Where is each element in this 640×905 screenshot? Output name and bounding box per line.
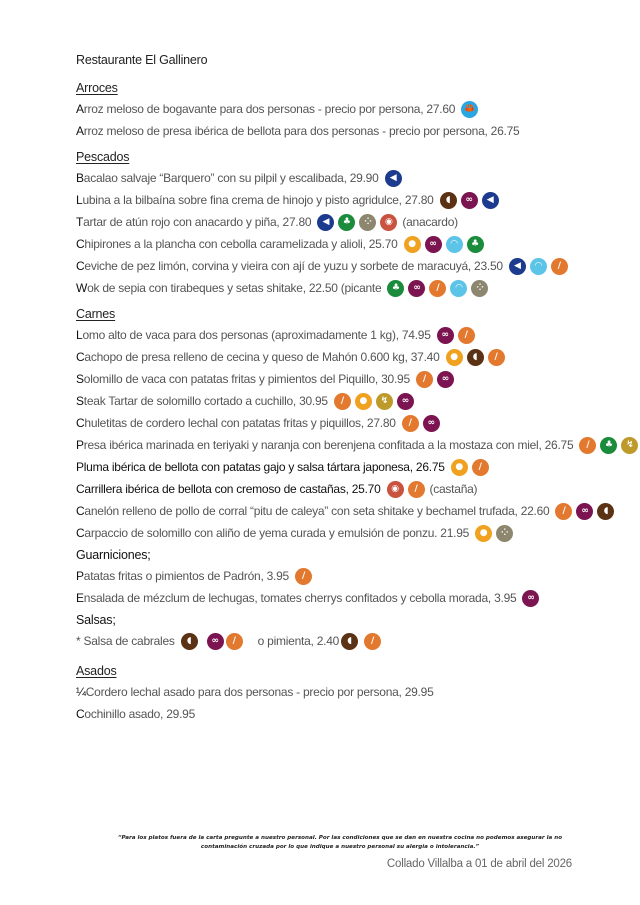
- arroces-list: [76, 101, 636, 139]
- mollusc-icon: ◠: [530, 258, 547, 275]
- mustard-icon: ♣: [338, 214, 355, 231]
- item-text: rroz meloso de presa ibérica de bellota para dos personas - precio por persona, 26.75: [83, 124, 520, 138]
- fish-icon: ◀: [385, 170, 402, 187]
- egg-icon: ●: [404, 236, 421, 253]
- item-text: ubina a la bilbaína sobre fina crema de hinojo y pisto agridulce, 27.80: [82, 193, 434, 207]
- allergen-icons: [177, 633, 243, 650]
- menu-item: [76, 258, 636, 274]
- egg-icon: ●: [355, 393, 372, 410]
- allergen-icons: [330, 393, 414, 410]
- item-initial: C: [76, 237, 85, 251]
- guarniciones-list: [76, 568, 636, 606]
- gluten-icon: ∕: [226, 633, 243, 650]
- allergen-icons: [412, 371, 454, 388]
- item-initial: P: [76, 438, 84, 452]
- allergen-icons: [518, 590, 539, 607]
- item-initial: L: [76, 193, 83, 207]
- item-text: olomillo de vaca con patatas fritas y pimientos del Piquillo, 30.95: [83, 372, 410, 386]
- item-initial: C: [76, 707, 85, 721]
- gluten-icon: ∕: [416, 371, 433, 388]
- date-line: Collado Villalba a 01 de abril del 2026: [386, 858, 572, 870]
- mollusc-icon: ◠: [446, 236, 463, 253]
- allergen-note: (anacardo): [402, 215, 458, 229]
- allergen-icons: [291, 568, 312, 585]
- section-heading-carnes: Carnes: [76, 307, 116, 321]
- subheading-guarniciones: Guarniciones;: [76, 548, 151, 562]
- nuts-icon: ◉: [380, 214, 397, 231]
- sulphite-icon: ∞: [576, 503, 593, 520]
- crustacean-icon: 🦀: [461, 101, 478, 118]
- item-initial: C: [76, 526, 85, 540]
- sulphite-icon: ∞: [397, 393, 414, 410]
- sulphite-icon: ∞: [425, 236, 442, 253]
- item-initial: P: [76, 460, 84, 474]
- mustard-icon: ♣: [387, 280, 404, 297]
- sulphite-icon: ∞: [437, 371, 454, 388]
- section-heading-arroces: Arroces: [76, 81, 118, 95]
- item-text: omo alto de vaca para dos personas (aproximadamente 1 kg), 74.95: [82, 328, 431, 342]
- item-initial: B: [76, 171, 84, 185]
- egg-icon: ●: [475, 525, 492, 542]
- item-text: hipirones a la plancha con cebolla caramelizada y alioli, 25.70: [84, 237, 398, 251]
- item-text: artar de atún rojo con anacardo y piña, 27.80: [83, 215, 312, 229]
- item-text: arpaccio de solomillo con aliño de yema curada y emulsión de ponzu. 21.95: [84, 526, 470, 540]
- subheading-salsas: Salsas;: [76, 613, 116, 627]
- gluten-icon: ∕: [402, 415, 419, 432]
- sesame-icon: ⁘: [359, 214, 376, 231]
- mustard-icon: ♣: [600, 437, 617, 454]
- allergen-icons: [383, 481, 425, 498]
- item-text: Cordero lechal asado para dos personas - precio por persona, 29.95: [85, 685, 434, 699]
- menu-item: [76, 684, 636, 700]
- fish-icon: ◀: [509, 258, 526, 275]
- item-initial: W: [76, 281, 88, 295]
- celery-icon: ↯: [376, 393, 393, 410]
- egg-icon: ●: [451, 459, 468, 476]
- menu-item: [76, 280, 636, 296]
- item-text: huletitas de cordero lechal con patatas fritas y piquillos, 27.80: [84, 416, 396, 430]
- menu-item: [76, 481, 636, 497]
- menu-item: [76, 525, 636, 541]
- item-text: acalao salvaje “Barquero” con su pilpil y escalibada, 29.90: [83, 171, 379, 185]
- item-initial: T: [76, 215, 84, 229]
- sulphite-icon: ∞: [437, 327, 454, 344]
- item-text: teak Tartar de solomillo cortado a cuchillo, 30.95: [83, 394, 328, 408]
- pescados-list: [76, 170, 636, 296]
- menu-item: [76, 393, 636, 409]
- item-initial: C: [76, 259, 85, 273]
- item-initial: E: [76, 591, 84, 605]
- allergen-icons: [341, 633, 381, 650]
- item-initial: C: [76, 482, 85, 496]
- allergen-icons: [400, 236, 484, 253]
- section-heading-asados: Asados: [76, 664, 117, 678]
- dairy-icon: ◖: [181, 633, 198, 650]
- item-text: ochinillo asado, 29.95: [84, 707, 196, 721]
- allergen-icons: [383, 280, 488, 297]
- menu-item: [76, 437, 636, 453]
- salsa-cabrales-text: * Salsa de cabrales: [76, 634, 175, 648]
- item-text: ok de sepia con tirabeques y setas shitake, 22.50 (picante: [87, 281, 382, 295]
- allergen-icons: [398, 415, 440, 432]
- item-initial: L: [76, 328, 83, 342]
- menu-item: [76, 459, 636, 475]
- menu-item: [76, 415, 636, 431]
- dairy-icon: ◖: [440, 192, 457, 209]
- salsa-item: [76, 633, 636, 649]
- menu-item: [76, 236, 636, 252]
- sulphite-icon: ∞: [408, 280, 425, 297]
- item-text: arrillera ibérica de bellota con cremoso de castañas, 25.70: [84, 482, 381, 496]
- sulphite-icon: ∞: [522, 590, 539, 607]
- item-initial: S: [76, 372, 84, 386]
- gluten-icon: ∕: [408, 481, 425, 498]
- allergen-icons: [471, 525, 513, 542]
- gluten-icon: ∕: [555, 503, 572, 520]
- item-text: achopo de presa relleno de cecina y queso de Mahón 0.600 kg, 37.40: [84, 350, 440, 364]
- section-heading-pescados: Pescados: [76, 150, 130, 164]
- sulphite-icon: ∞: [461, 192, 478, 209]
- menu-item: [76, 170, 636, 186]
- item-initial: C: [76, 416, 85, 430]
- fish-icon: ◀: [317, 214, 334, 231]
- menu-item: [76, 327, 636, 343]
- gluten-icon: ∕: [551, 258, 568, 275]
- allergen-icons: [313, 214, 397, 231]
- mollusc-icon: ◠: [450, 280, 467, 297]
- menu-item: [76, 568, 636, 584]
- allergen-icons: [442, 349, 505, 366]
- egg-icon: ●: [446, 349, 463, 366]
- allergen-icons: [381, 170, 402, 187]
- item-text: resa ibérica marinada en teriyaki y naranja con berenjena confitada a la mostaza con miel, 26.75: [83, 438, 574, 452]
- gluten-icon: ∕: [364, 633, 381, 650]
- allergen-note: (castaña): [429, 482, 478, 496]
- allergen-icons: [551, 503, 614, 520]
- gluten-icon: ∕: [579, 437, 596, 454]
- dairy-icon: ◖: [597, 503, 614, 520]
- item-text: nsalada de mézclum de lechugas, tomates cherrys confitados y cebolla morada, 3.95: [83, 591, 517, 605]
- salsa-pimienta-text: o pimienta, 2.40: [257, 634, 340, 648]
- allergen-icons: [505, 258, 568, 275]
- sulphite-icon: ∞: [423, 415, 440, 432]
- item-text: luma ibérica de bellota con patatas gajo y salsa tártara japonesa, 26.75: [83, 460, 445, 474]
- gluten-icon: ∕: [472, 459, 489, 476]
- menu-item: [76, 192, 636, 208]
- carnes-list: [76, 327, 636, 541]
- allergen-icons: [575, 437, 638, 454]
- allergy-disclaimer: “Para los platos fuera de la carta pregunte a nuestro personal. Por las condiciones que se dan en nuestra cocina no podemos asegurar la no contaminación cruzada por lo que indique a nuestro personal su alergia o intolerancia.”: [117, 835, 563, 850]
- menu-page: [76, 52, 636, 728]
- menu-item: [76, 706, 636, 722]
- item-initial: S: [76, 394, 84, 408]
- celery-icon: ↯: [621, 437, 638, 454]
- menu-item: [76, 214, 636, 230]
- item-initial: C: [76, 504, 85, 518]
- menu-item: [76, 101, 636, 117]
- item-text: eviche de pez limón, corvina y vieira con ají de yuzu y sorbete de maracuyá, 23.50: [84, 259, 503, 273]
- item-initial: C: [76, 350, 85, 364]
- sulphite-icon: ∞: [207, 633, 224, 650]
- nuts-icon: ◉: [387, 481, 404, 498]
- menu-item: [76, 590, 636, 606]
- menu-item: [76, 123, 636, 139]
- item-text: rroz meloso de bogavante para dos personas - precio por persona, 27.60: [83, 102, 456, 116]
- menu-item: [76, 371, 636, 387]
- item-initial: P: [76, 569, 84, 583]
- gluten-icon: ∕: [295, 568, 312, 585]
- gluten-icon: ∕: [488, 349, 505, 366]
- sesame-icon: ⁘: [496, 525, 513, 542]
- gluten-icon: ∕: [429, 280, 446, 297]
- gluten-icon: ∕: [458, 327, 475, 344]
- item-text: anelón relleno de pollo de corral “pitu de caleya” con seta shitake y bechamel trufada, 22.60: [84, 504, 550, 518]
- menu-item: [76, 503, 636, 519]
- item-initial: A: [76, 102, 84, 116]
- fish-icon: ◀: [482, 192, 499, 209]
- dairy-icon: ◖: [467, 349, 484, 366]
- allergen-icons: [433, 327, 475, 344]
- allergen-icons: [457, 101, 478, 118]
- dairy-icon: ◖: [341, 633, 358, 650]
- asados-list: [76, 684, 636, 722]
- restaurant-title: Restaurante El Gallinero: [76, 53, 208, 67]
- allergen-icons: [436, 192, 499, 209]
- item-initial: ¼: [76, 685, 86, 699]
- menu-item: [76, 349, 636, 365]
- gluten-icon: ∕: [334, 393, 351, 410]
- sesame-icon: ⁘: [471, 280, 488, 297]
- item-initial: A: [76, 124, 84, 138]
- allergen-icons: [447, 459, 489, 476]
- item-text: atatas fritas o pimientos de Padrón, 3.95: [83, 569, 289, 583]
- mustard-icon: ♣: [467, 236, 484, 253]
